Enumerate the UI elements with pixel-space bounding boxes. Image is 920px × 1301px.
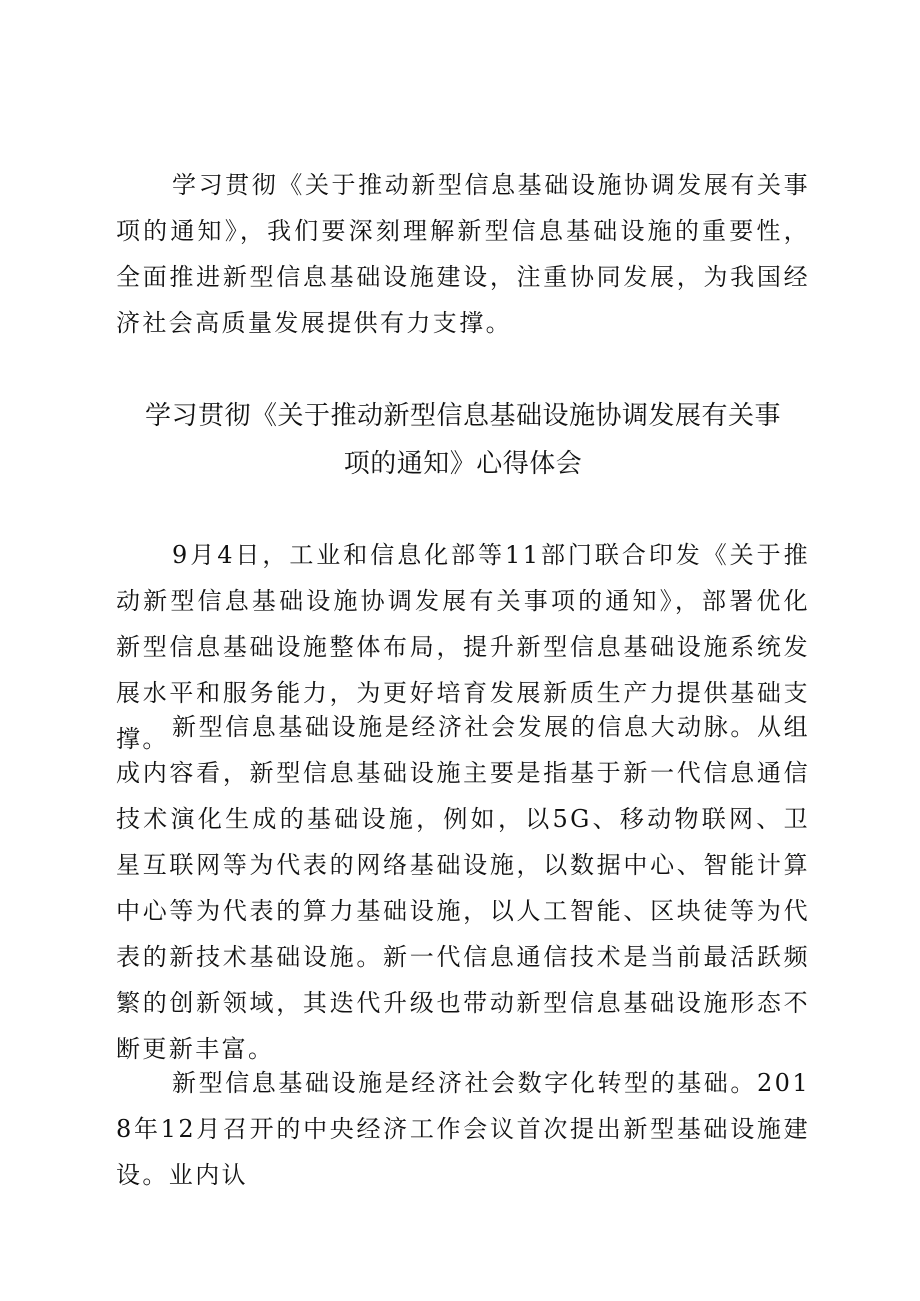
document-title [116,392,810,488]
body-paragraph-2: 新型信息基础设施是经济社会发展的信息大动脉。从组成内容看，新型信息基础设施主要是指基于新一代信息通信技术演化生成的基础设施，例如，以5G、移动物联网、卫星互联网等为代表的网络基础设施，以数据中心、智能计算中心等为代表的算力基础设施，以人工智能、区块徒等为代表的新技术基础设施。新一代信息通信技术是当前最活跃频繁的创新领域，其迭代升级也带动新型信息基础设施形态不断更新丰富。 [116,713,810,1063]
intro-paragraph: 学习贯彻《关于推动新型信息基础设施协调发展有关事项的通知》，我们要深刻理解新型信息基础设施的重要性，全面推进新型信息基础设施建设，注重协同发展，为我国经济社会高质量发展提供有力支撑。 [116,171,810,337]
body-paragraph-3: 新型信息基础设施是经济社会数字化转型的基础。2018年12月召开的中央经济工作会议首次提出新型基础设施建设。业内认 [116,1069,810,1189]
document-title-line-2: 项的通知》心得体会 [343,449,583,479]
document-title-line-1: 学习贯彻《关于推动新型信息基础设施协调发展有关事 [144,401,781,431]
body-paragraph-1: 9月4日，工业和信息化部等11部门联合印发《关于推动新型信息基础设施协调发展有关事项的通知》，部署优化新型信息基础设施整体布局，提升新型信息基础设施系统发展水平和服务能力，为更好培育发展新质生产力提供基础支撑。 [116,541,810,753]
